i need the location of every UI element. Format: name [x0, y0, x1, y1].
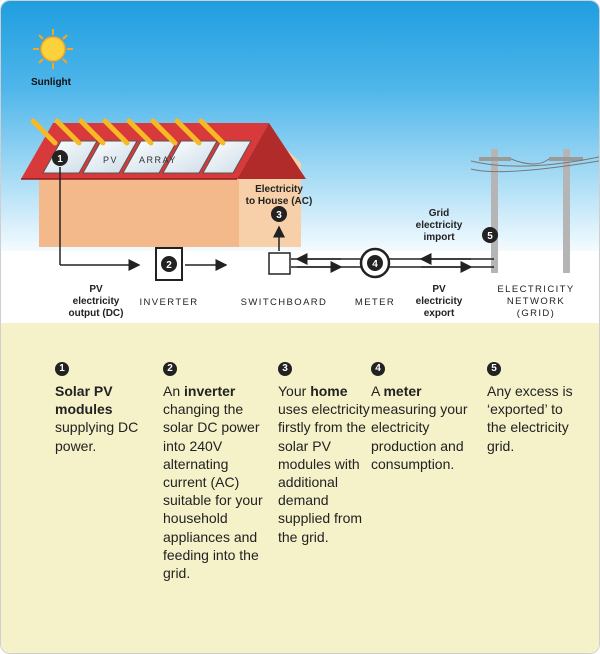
step-4: 4 A meter measuring your electricity production and consumption. [371, 363, 468, 472]
svg-text:1: 1 [57, 154, 63, 165]
roof-label-array: ARRAY [139, 155, 177, 165]
marker-3 [271, 206, 287, 222]
label-switchboard: SWITCHBOARD [240, 297, 328, 308]
step-1: 1 Solar PV modules supplying DC power. [55, 363, 139, 454]
svg-text:5: 5 [487, 231, 493, 242]
label-pv-output: PV electricity output (DC) [68, 284, 124, 319]
label-electricity-network: ELECTRICITY NETWORK (GRID) [497, 284, 575, 319]
label-meter: METER [354, 297, 396, 308]
power-poles [471, 149, 599, 273]
step-5: 5 Any excess is ‘exported’ to the electricity grid. [487, 363, 573, 454]
svg-text:2: 2 [166, 260, 172, 271]
label-grid-import: Grid electricity import [415, 208, 463, 243]
label-pv-export: PV electricity export [415, 284, 463, 319]
sunlight-label: Sunlight [31, 77, 71, 88]
roof-label-pv: PV [103, 155, 119, 165]
step-1-number: 1 [55, 362, 69, 376]
marker-1 [52, 150, 68, 166]
label-inverter: INVERTER [139, 297, 199, 308]
marker-2 [161, 256, 177, 272]
step-3: 3 Your home uses electricity firstly from the solar PV modules with additional demand supplied from the grid. [278, 363, 370, 545]
marker-5 [482, 227, 498, 243]
step-4-number: 4 [371, 362, 385, 376]
marker-4 [367, 255, 383, 271]
system-diagram [1, 1, 599, 331]
step-2: 2 An inverter changing the solar DC power into 240V alternating current (AC) suitable for your household appliances and feeding into the grid. [163, 363, 263, 582]
svg-text:4: 4 [372, 259, 378, 270]
label-electricity-to-house: Electricity to House (AC) [245, 184, 313, 207]
switchboard-box [269, 253, 290, 274]
step-5-number: 5 [487, 362, 501, 376]
sun-icon [33, 29, 73, 69]
svg-text:3: 3 [276, 210, 282, 221]
step-2-number: 2 [163, 362, 177, 376]
step-3-number: 3 [278, 362, 292, 376]
